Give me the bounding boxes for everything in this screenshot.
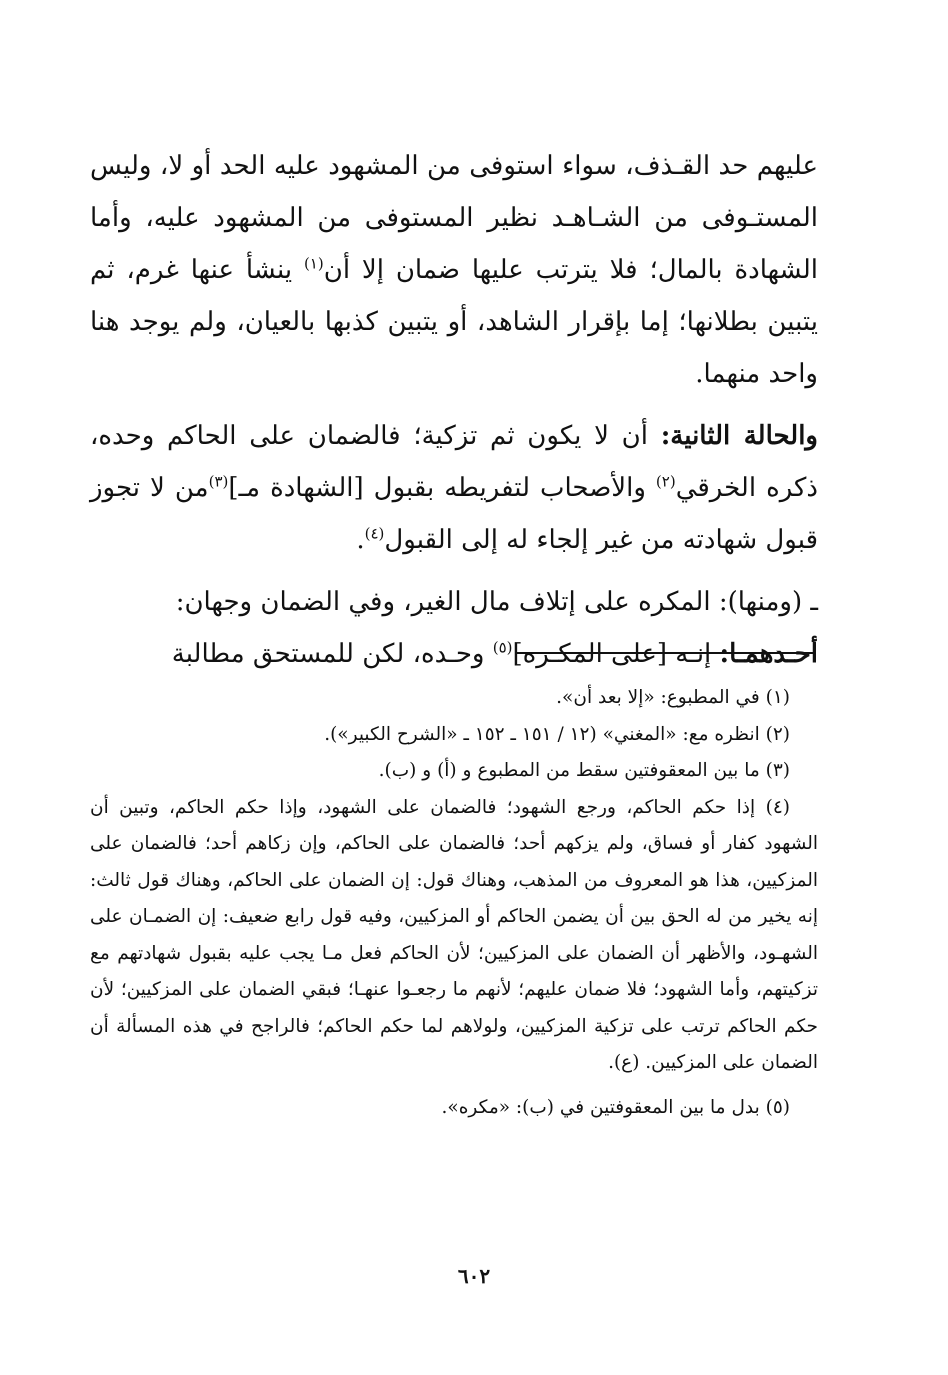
footnote-ref-5: (٥) xyxy=(492,638,513,657)
paragraph-2 xyxy=(90,410,818,566)
paragraph-4 xyxy=(90,628,818,680)
footnote-1: (١) في المطبوع: «إلا بعد أن». xyxy=(556,687,790,708)
paragraph-2-part-a: أن لا يكون ثم تزكية؛ فالضمان على الحاكم وحده، ذكره الخرقي xyxy=(90,421,819,503)
footnote-ref-1: (١) xyxy=(303,254,324,273)
footnote-5: (٥) بدل ما بين المعقوفتين في (ب): «مكره». xyxy=(441,1096,790,1118)
paragraph-2-part-b: والأصحاب لتفريطه بقبول [الشهادة مـ] xyxy=(228,473,656,503)
paragraph-2-end: . xyxy=(356,525,365,555)
footnote-ref-3: (٣) xyxy=(208,472,229,491)
footnote-2: (٢) انظره مع: «المغني» (١٢ / ١٥١ ـ ١٥٢ ـ «الشرح الكبير»). xyxy=(324,723,790,745)
paragraph-2-lead: والحالة الثانية: xyxy=(660,421,818,451)
paragraph-1-text: عليهم حد القـذف، سواء استوفى من المشهود عليه الحد أو لا، وليس المستـوفى من الشـاهـد نظير المستوفى من المشهود عليه، وأما الشهادة بالمال؛ فلا يترتب عليها ضمان إلا أن xyxy=(90,151,818,285)
paragraph-4-part-b: وحـده، لكن للمستحق مطالبة xyxy=(171,639,493,669)
paragraph-1-rest: ينشأ عنها غرم، ثم يتبين بطلانها؛ إما بإقرار الشاهد، أو يتبين كذبها بالعيان، ولم يوجد هنا واحد منهما. xyxy=(90,255,818,389)
footnote-3: (٣) ما بين المعقوفتين سقط من المطبوع و (أ) و (ب). xyxy=(378,760,790,781)
footnote-4: (٤) إذا حكم الحاكم، ورجع الشهود؛ فالضمان على الشهود، وإذا حكم الحاكم، وتبين أن الشهود كفار أو فساق، ولم يزكهم أحد؛ فالضمان على الحاكم، وإن زكاهم أحد؛ فالضمان على المزكيين، هذا هو المعروف من المذهب، وهناك قول: إن الضمان على الحاكم، وهناك قول ثالث: إنه يخير من له الحق بين أن يضمن الحاكم أو المزكيين، وفيه قول رابع ضعيف: إن الضمـان على الشهـود، والأظهر أن الضمان على المزكيين؛ لأن الحاكم فعل مـا يجب عليه بقبول شهادتهم مع تزكيتهم، وأما الشهود؛ فلا ضمان عليهم؛ لأنهم ما رجعـوا عنهـا؛ فبقي الضمان على المزكيين؛ لأن حكم الحاكم ترتب على تزكية المزكيين، ولولاهم لما حكم الحاكم؛ فالراجح في هذه المسألة أن الضمان على المزكيين. (ع). xyxy=(90,796,818,1073)
paragraph-3: ـ (ومنها): المكره على إتلاف مال الغير، وفي الضمان وجهان: xyxy=(175,587,818,617)
paragraph-2-part-c: من لا تجوز قبول شهادته من غير إلجاء له إلى القبول xyxy=(90,473,818,555)
paragraph-1 xyxy=(90,140,818,400)
paragraph-4-part-a: إنـه [على المكـره] xyxy=(512,639,720,669)
page-number: ٦٠٢ xyxy=(457,1264,491,1288)
main-text xyxy=(90,140,818,680)
footnote-separator xyxy=(515,652,813,654)
footnote-ref-2: (٢) xyxy=(655,472,676,491)
footnote-ref-4: (٤) xyxy=(364,524,385,543)
footnotes xyxy=(90,680,818,1126)
paragraph-4-lead: أحـدهمـا: xyxy=(719,639,818,669)
